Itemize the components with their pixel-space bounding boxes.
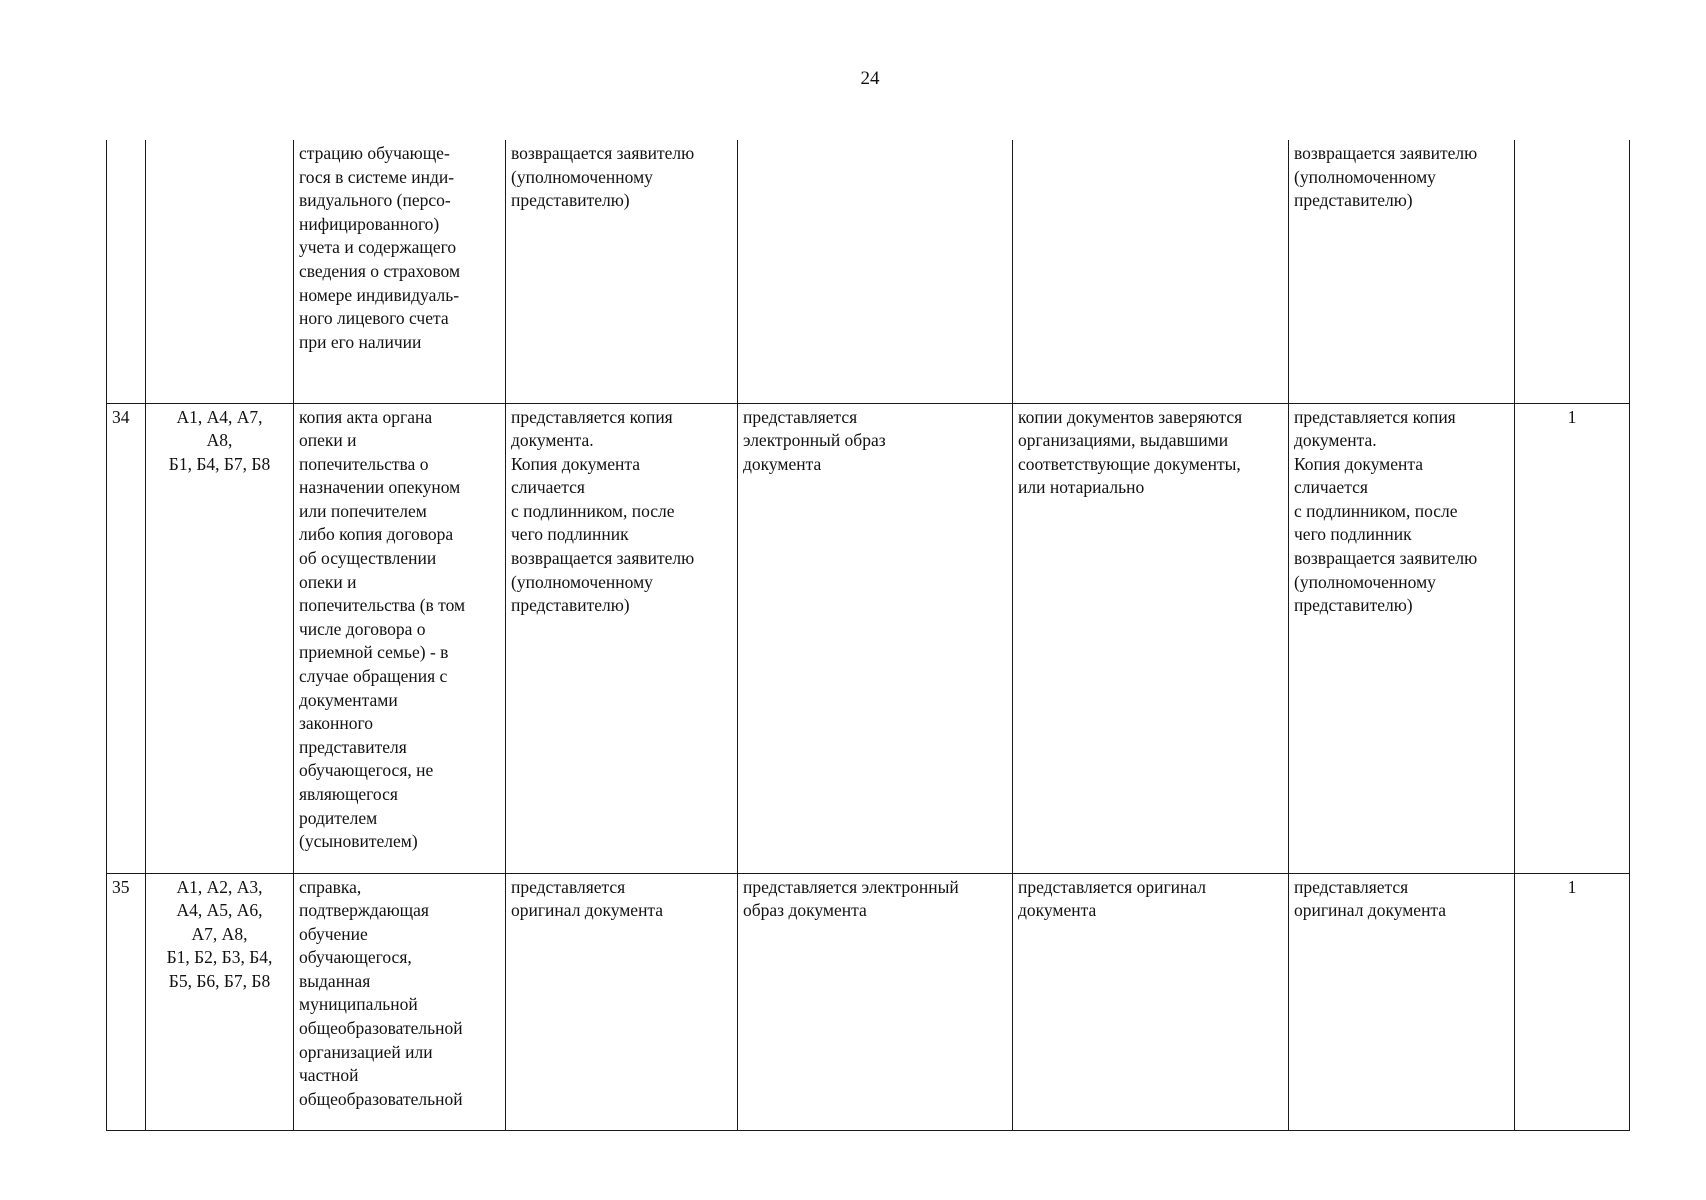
table-row (107, 873, 1630, 1130)
document-name: страцию обучающе- гося в системе инди- видуального (персо- нифицированного) учета и содержащего сведения о страховом номере индивидуаль- ного лицевого счета при его наличии (294, 140, 506, 403)
mail-submission: возвращается заявителю (уполномоченному представителю) (1289, 140, 1515, 403)
in-person-submission: представляется копия документа. Копия документа сличается с подлинником, после чего подлинник возвращается заявителю (уполномоченному представителю) (506, 403, 738, 873)
table-row (107, 140, 1630, 403)
certification-requirement: копии документов заверяются организациями, выдавшими соответствующие документы, или нотариально (1013, 403, 1289, 873)
document-name: справка, подтверждающая обучение обучающегося, выданная муниципальной общеобразовательной организацией или частной общеобразовательной (294, 873, 506, 1130)
certification-requirement (1013, 140, 1289, 403)
document-count (1515, 140, 1630, 403)
applicant-codes: А1, А4, А7, А8, Б1, Б4, Б7, Б8 (146, 403, 294, 873)
document-count: 1 (1515, 873, 1630, 1130)
documents-table (106, 140, 1630, 1131)
electronic-submission (738, 140, 1013, 403)
row-number: 35 (107, 873, 146, 1130)
mail-submission: представляется копия документа. Копия документа сличается с подлинником, после чего подлинник возвращается заявителю (уполномоченному представителю) (1289, 403, 1515, 873)
row-number: 34 (107, 403, 146, 873)
electronic-submission: представляется электронный образ документа (738, 403, 1013, 873)
document-name: копия акта органа опеки и попечительства о назначении опекуном или попечителем либо копия договора об осуществлении опеки и попечительства (в том числе договора о приемной семье) - в случае обращения с документами законного представителя обучающегося, не являющегося родителем (усыновителем) (294, 403, 506, 873)
page-number: 24 (860, 68, 880, 89)
table-row (107, 403, 1630, 873)
row-number (107, 140, 146, 403)
mail-submission: представляется оригинал документа (1289, 873, 1515, 1130)
applicant-codes (146, 140, 294, 403)
in-person-submission: представляется оригинал документа (506, 873, 738, 1130)
applicant-codes: А1, А2, А3, А4, А5, А6, А7, А8, Б1, Б2, Б3, Б4, Б5, Б6, Б7, Б8 (146, 873, 294, 1130)
in-person-submission: возвращается заявителю (уполномоченному представителю) (506, 140, 738, 403)
certification-requirement: представляется оригинал документа (1013, 873, 1289, 1130)
electronic-submission: представляется электронный образ документа (738, 873, 1013, 1130)
document-count: 1 (1515, 403, 1630, 873)
